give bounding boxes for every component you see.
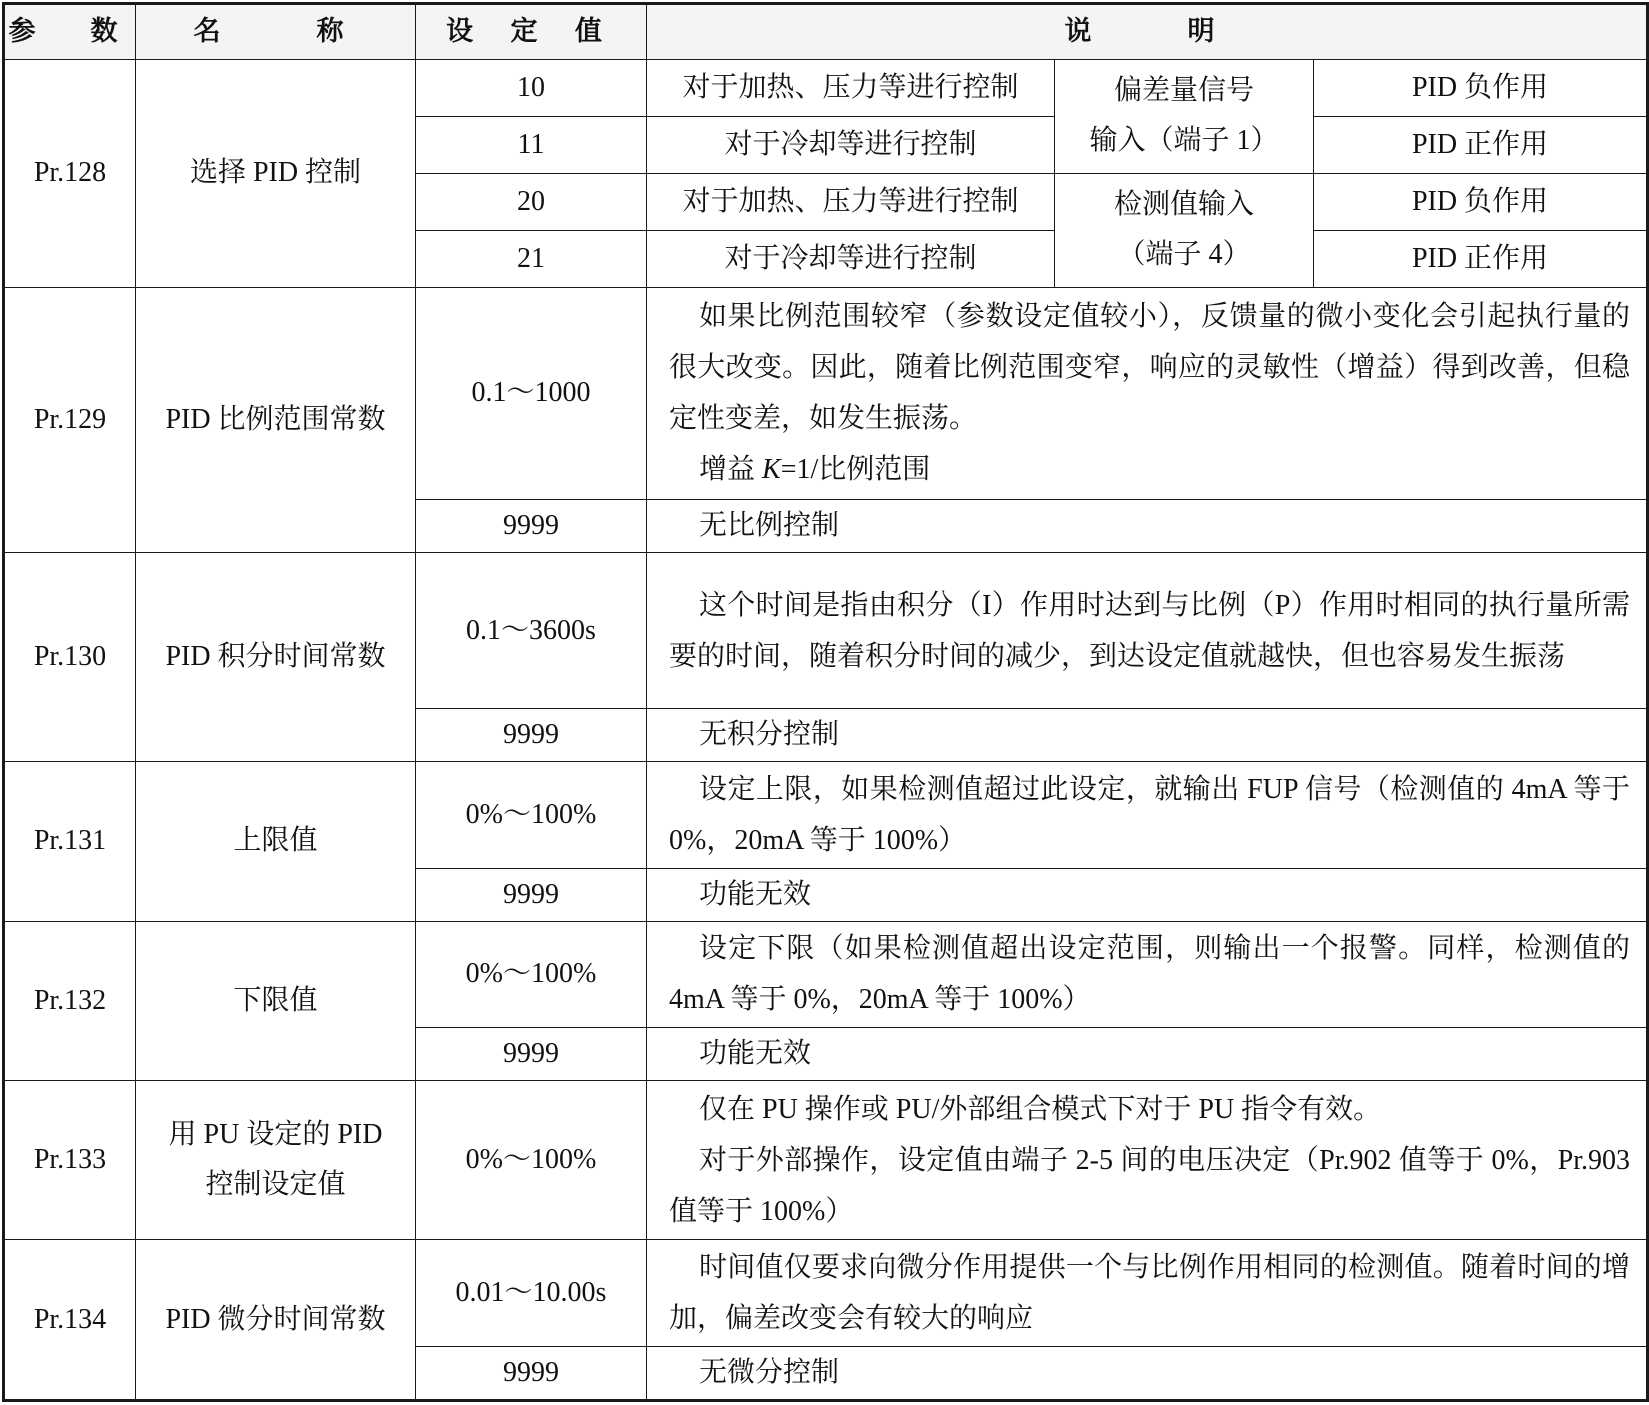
param-cell: Pr.131 bbox=[4, 762, 136, 921]
action-cell: PID 正作用 bbox=[1314, 230, 1648, 287]
desc-cell: 设定上限，如果检测值超过此设定，就输出 FUP 信号（检测值的 4mA 等于 0%，20mA 等于 100%） bbox=[647, 762, 1648, 869]
value-cell: 0%～100% bbox=[416, 762, 647, 869]
value-cell: 21 bbox=[416, 230, 647, 287]
gain-formula bbox=[669, 444, 1630, 495]
desc-cell: 对于冷却等进行控制 bbox=[647, 230, 1055, 287]
desc-cell: 无积分控制 bbox=[647, 709, 1648, 762]
value-cell: 20 bbox=[416, 173, 647, 230]
name-cell: PID 微分时间常数 bbox=[136, 1240, 416, 1401]
desc-cell: 对于加热、压力等进行控制 bbox=[647, 173, 1055, 230]
value-cell: 0.01～10.00s bbox=[416, 1240, 647, 1347]
gain-prefix: 增益 bbox=[699, 454, 763, 486]
header-description: 说 明 bbox=[647, 4, 1648, 60]
value-cell: 0.1～3600s bbox=[416, 552, 647, 708]
name-cell: 上限值 bbox=[136, 762, 416, 921]
name-cell bbox=[136, 1080, 416, 1239]
value-cell: 9999 bbox=[416, 868, 647, 921]
table-row bbox=[4, 552, 1648, 708]
table-row bbox=[4, 60, 1648, 117]
header-value: 设 定 值 bbox=[416, 4, 647, 60]
table-row bbox=[4, 287, 1648, 499]
desc-cell: 这个时间是指由积分（I）作用时达到与比例（P）作用时相同的执行量所需要的时间，随着积分时间的减少，到达设定值就越快，但也容易发生振荡 bbox=[647, 552, 1648, 708]
input-type-line: 输入（端子 1） bbox=[1089, 125, 1279, 157]
name-cell: PID 比例范围常数 bbox=[136, 287, 416, 552]
action-cell: PID 正作用 bbox=[1314, 116, 1648, 173]
table-row bbox=[4, 1080, 1648, 1239]
action-cell: PID 负作用 bbox=[1314, 173, 1648, 230]
action-cell: PID 负作用 bbox=[1314, 60, 1648, 117]
desc-paragraph: 对于外部操作，设定值由端子 2-5 间的电压决定（Pr.902 值等于 0%，Pr.903 值等于 100%） bbox=[669, 1144, 1631, 1227]
name-cell: 选择 PID 控制 bbox=[136, 60, 416, 288]
table-row bbox=[4, 1240, 1648, 1347]
pid-parameter-table bbox=[2, 2, 1649, 1402]
input-type-line: 偏差量信号 bbox=[1113, 75, 1254, 107]
param-cell: Pr.133 bbox=[4, 1080, 136, 1239]
table-row bbox=[4, 762, 1648, 869]
desc-paragraph: 仅在 PU 操作或 PU/外部组合模式下对于 PU 指令有效。 bbox=[699, 1093, 1382, 1125]
value-cell: 0%～100% bbox=[416, 1080, 647, 1239]
param-cell: Pr.134 bbox=[4, 1240, 136, 1401]
desc-paragraph: 如果比例范围较窄（参数设定值较小），反馈量的微小变化会引起执行量的很大改变。因此，随着比例范围变窄，响应的灵敏性（增益）得到改善，但稳定性变差，如发生振荡。 bbox=[669, 301, 1631, 435]
value-cell: 0.1～1000 bbox=[416, 287, 647, 499]
desc-cell: 功能无效 bbox=[647, 1028, 1648, 1081]
desc-cell: 设定下限（如果检测值超出设定范围，则输出一个报警。同样，检测值的 4mA 等于 0%，20mA 等于 100%） bbox=[647, 921, 1648, 1028]
input-type-line: 检测值输入 bbox=[1113, 189, 1254, 221]
value-cell: 11 bbox=[416, 116, 647, 173]
param-cell: Pr.132 bbox=[4, 921, 136, 1080]
header-row bbox=[4, 4, 1648, 60]
header-param: 参 数 bbox=[4, 4, 136, 60]
input-type-cell bbox=[1055, 173, 1314, 287]
desc-cell: 对于冷却等进行控制 bbox=[647, 116, 1055, 173]
desc-cell: 无比例控制 bbox=[647, 500, 1648, 553]
param-cell: Pr.128 bbox=[4, 60, 136, 288]
input-type-cell bbox=[1055, 60, 1314, 174]
desc-cell bbox=[647, 287, 1648, 499]
param-cell: Pr.130 bbox=[4, 552, 136, 761]
table-row bbox=[4, 921, 1648, 1028]
gain-suffix: =1/比例范围 bbox=[780, 454, 931, 486]
value-cell: 9999 bbox=[416, 1347, 647, 1401]
name-cell: 下限值 bbox=[136, 921, 416, 1080]
desc-cell: 对于加热、压力等进行控制 bbox=[647, 60, 1055, 117]
value-cell: 10 bbox=[416, 60, 647, 117]
value-cell: 9999 bbox=[416, 1028, 647, 1081]
desc-cell: 时间值仅要求向微分作用提供一个与比例作用相同的检测值。随着时间的增加，偏差改变会有较大的响应 bbox=[647, 1240, 1648, 1347]
input-type-line: （端子 4） bbox=[1117, 239, 1251, 271]
desc-cell: 无微分控制 bbox=[647, 1347, 1648, 1401]
value-cell: 9999 bbox=[416, 500, 647, 553]
value-cell: 9999 bbox=[416, 709, 647, 762]
name-line: 用 PU 设定的 PID bbox=[168, 1119, 383, 1151]
gain-variable: K bbox=[762, 454, 781, 486]
param-cell: Pr.129 bbox=[4, 287, 136, 552]
name-line: 控制设定值 bbox=[205, 1169, 346, 1201]
desc-cell: 功能无效 bbox=[647, 868, 1648, 921]
desc-cell bbox=[647, 1080, 1648, 1239]
header-name: 名 称 bbox=[136, 4, 416, 60]
name-cell: PID 积分时间常数 bbox=[136, 552, 416, 761]
value-cell: 0%～100% bbox=[416, 921, 647, 1028]
